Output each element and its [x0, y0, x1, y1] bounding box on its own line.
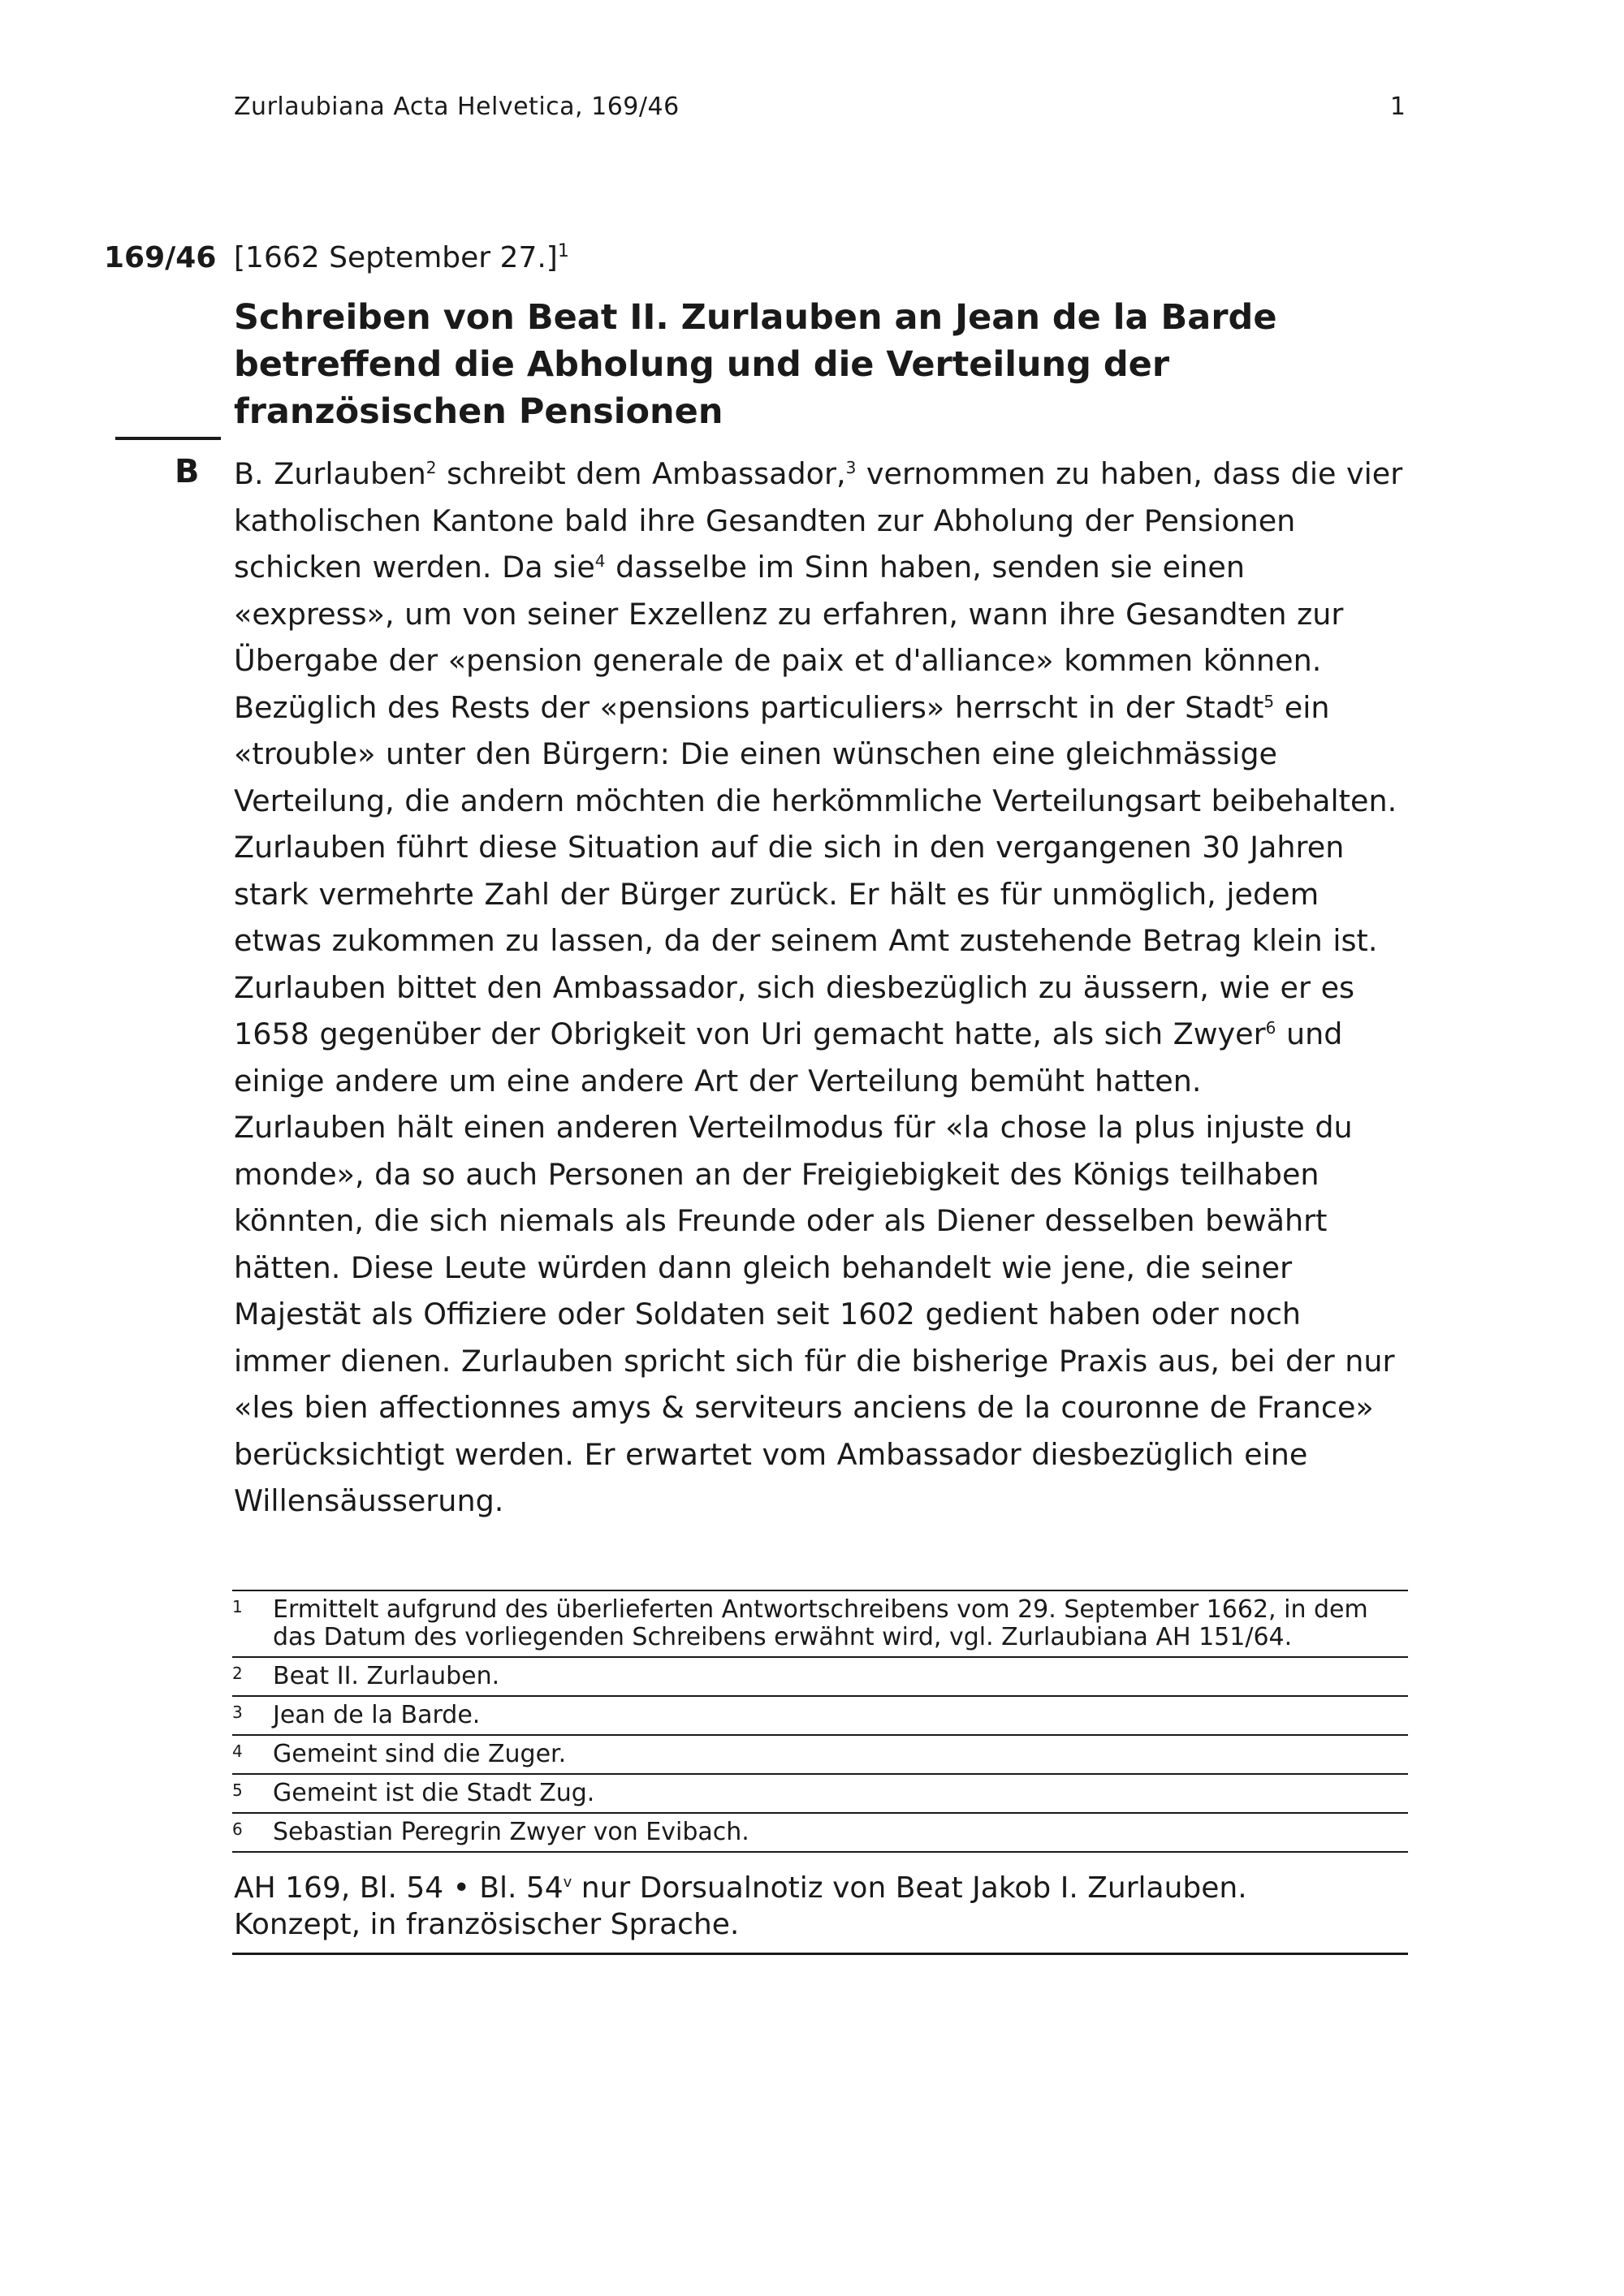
- page-number: 1: [1389, 93, 1406, 121]
- footnote-ref: 1: [557, 241, 569, 261]
- summary-text: [234, 451, 1407, 1525]
- source-line: AH 169, Bl. 54 • Bl. 54$^v$ nur Dorsualnotiz von Beat Jakob I. Zurlauben.: [234, 1871, 1247, 1905]
- footnote: 5 Gemeint ist die Stadt Zug.: [232, 1775, 1408, 1814]
- footnote: 4 Gemeint sind die Zuger.: [232, 1736, 1408, 1775]
- paragraph: Zurlauben hält einen anderen Verteilmodus für «la chose la plus injuste du monde», da so auch Personen an der Freigiebigkeit des Königs teilhaben könnten, die sich niemals als Freunde oder als Diener desselben bewährt hätten. Diese Leute würden dann gleich behandelt wie jene, die seiner Majestät als Offiziere oder Soldaten seit 1602 gedient haben oder noch immer dienen. Zurlauben spricht sich für die bisherige Praxis aus, bei der nur «les bien affectionnes amys & serviteurs anciens de la couronne de France» berücksichtigt werden. Er erwartet vom Ambassador diesbezüglich eine Willensäusserung.: [234, 1110, 1395, 1518]
- paragraph: B. Zurlauben$^2$ schreibt dem Ambassador,$^3$ vernommen zu haben, dass die vier katholischen Kantone bald ihre Gesandten zur Abholung der Pensionen schicken werden. Da sie$^4$ dasselbe im Sinn haben, senden sie einen «express», um von seiner Exzellenz zu erfahren, wann ihre Gesandten zur Übergabe der «pension generale de paix et d'alliance» kommen können.: [234, 456, 1403, 678]
- footnote-ref: 4: [594, 550, 606, 571]
- collection-title: Zurlaubiana Acta Helvetica, 169/46: [234, 93, 680, 121]
- footnote-ref: 6: [1265, 1017, 1276, 1038]
- document-title: Schreiben von Beat II. Zurlauben an Jean de la Barde betreffend die Abholung und die Verteilung der französischen Pensionen: [234, 297, 1277, 432]
- footnote: 3 Jean de la Barde.: [232, 1697, 1408, 1736]
- footnote-ref: 3: [845, 457, 857, 477]
- source-note: [232, 1861, 1408, 1955]
- running-header: [234, 93, 1406, 128]
- footnotes: [232, 1590, 1408, 1955]
- footnote: 1 Ermittelt aufgrund des überlieferten Antwortschreibens vom 29. September 1662, in dem das Datum des vorliegenden Schreibens erwähnt wird, vgl. Zurlaubiana AH 151/64.: [232, 1591, 1408, 1658]
- date-text: [1662 September 27.]: [234, 241, 558, 274]
- footnote: 6 Sebastian Peregrin Zwyer von Evibach.: [232, 1814, 1408, 1853]
- footnote-ref: 2: [425, 457, 437, 477]
- document-number: 169/46: [104, 241, 217, 274]
- paragraph: Bezüglich des Rests der «pensions particuliers» herrscht in der Stadt$^5$ ein «trouble» unter den Bürgern: Die einen wünschen eine gleichmässige Verteilung, die andern möchten die herkömmliche Verteilungsart beibehalten. Zurlauben führt diese Situation auf die sich in den vergangenen 30 Jahren stark vermehrte Zahl der Bürger zurück. Er hält es für unmöglich, jedem etwas zukommen zu lassen, da der seinem Amt zustehende Betrag klein ist. Zurlauben bittet den Ambassador, sich diesbezüglich zu äussern, wie er es 1658 gegenüber der Obrigkeit von Uri gemacht hatte, als sich Zwyer$^6$ und einige andere um eine andere Art der Verteilung bemüht hatten.: [234, 689, 1397, 1098]
- document-type-marker: B: [175, 453, 200, 490]
- document-date: [234, 241, 569, 274]
- section-rule: [115, 437, 221, 440]
- footnote-ref: 5: [1263, 691, 1275, 711]
- source-line: Konzept, in französischer Sprache.: [234, 1908, 740, 1941]
- footnote: 2 Beat II. Zurlauben.: [232, 1658, 1408, 1697]
